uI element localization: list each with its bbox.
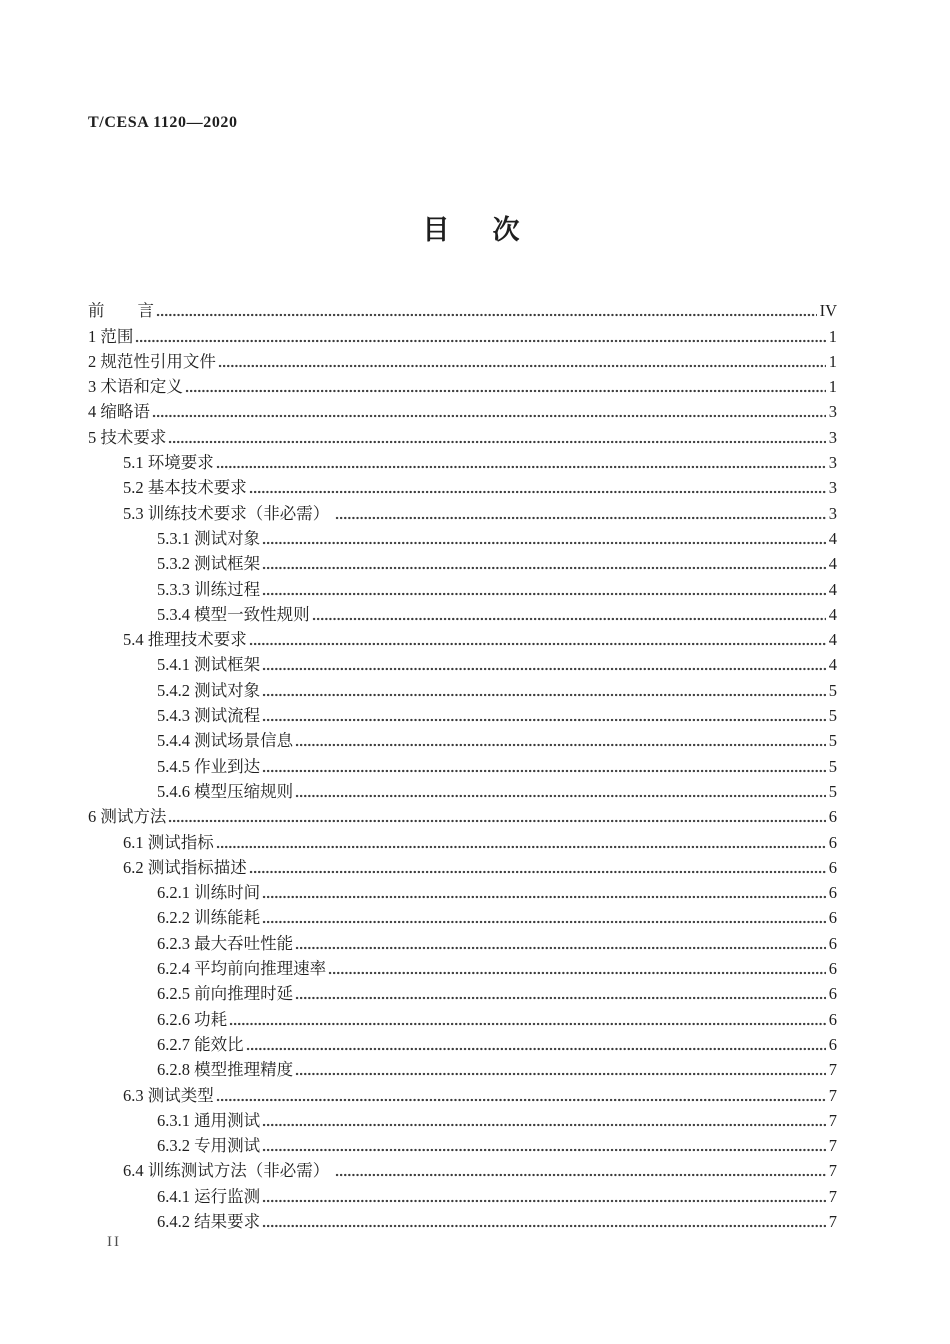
toc-entry[interactable] [88, 1181, 837, 1206]
toc-entry-label: 5.4.3 测试流程 [157, 706, 261, 726]
toc-entry-page-number: 6 [828, 908, 837, 928]
toc-entry[interactable] [88, 600, 837, 625]
toc-entry-page-number: 5 [828, 731, 837, 751]
toc-entry-page-number: 4 [828, 579, 837, 599]
dot-leader [185, 389, 826, 393]
toc-entry[interactable] [88, 372, 837, 397]
toc-entry-label: 6.2 测试指标描述 [123, 857, 247, 877]
toc-entry[interactable] [88, 498, 837, 523]
toc-entry-page-number: IV [819, 301, 837, 321]
toc-entry-page-number: 3 [828, 503, 837, 523]
toc-entry[interactable] [88, 928, 837, 953]
toc-entry-label: 5 技术要求 [88, 427, 167, 447]
toc-entry-page-number: 7 [828, 1110, 837, 1130]
dot-leader [312, 617, 826, 621]
toc-entry[interactable] [88, 1004, 837, 1029]
dot-leader [262, 718, 826, 722]
dot-leader [295, 1072, 826, 1076]
dot-leader [216, 845, 826, 849]
toc-entry-page-number: 3 [828, 453, 837, 473]
toc-entry-label: 6.2.6 功耗 [157, 1009, 228, 1029]
toc-entry-page-number: 5 [828, 781, 837, 801]
toc-entry[interactable] [88, 549, 837, 574]
toc-entry-page-number: 6 [828, 933, 837, 953]
dot-leader [168, 819, 825, 823]
dot-leader [152, 414, 826, 418]
toc-entry[interactable] [88, 979, 837, 1004]
toc-entry-label: 6.2.3 最大吞吐性能 [157, 933, 294, 953]
toc-entry[interactable] [88, 397, 837, 422]
toc-entry-label: 6.2.7 能效比 [157, 1034, 244, 1054]
toc-entry-label: 5.4 推理技术要求 [123, 630, 247, 650]
dot-leader [262, 895, 826, 899]
toc-entry-label: 5.3.1 测试对象 [157, 528, 261, 548]
toc-entry-page-number: 5 [828, 706, 837, 726]
dot-leader [262, 667, 826, 671]
dot-leader [262, 1123, 826, 1127]
toc-entry[interactable] [88, 347, 837, 372]
toc-entry[interactable] [88, 1131, 837, 1156]
toc-entry[interactable] [88, 321, 837, 346]
toc-entry-label: 3 术语和定义 [88, 377, 183, 397]
toc-entry-page-number: 1 [828, 351, 837, 371]
toc-entry-page-number: 6 [828, 1009, 837, 1029]
table-of-contents [88, 296, 837, 1232]
toc-entry-label: 6.4 训练测试方法（非必需） [123, 1161, 334, 1181]
toc-entry[interactable] [88, 1080, 837, 1105]
dot-leader [262, 566, 826, 570]
dot-leader [295, 946, 826, 950]
toc-entry[interactable] [88, 853, 837, 878]
toc-entry-label: 5.4.4 测试场景信息 [157, 731, 294, 751]
dot-leader [262, 541, 826, 545]
toc-entry-page-number: 6 [828, 984, 837, 1004]
toc-entry[interactable] [88, 1055, 837, 1080]
dot-leader [262, 592, 826, 596]
toc-entry-label: 6.4.2 结果要求 [157, 1211, 261, 1231]
dot-leader [262, 1148, 826, 1152]
toc-entry-page-number: 5 [828, 680, 837, 700]
toc-entry[interactable] [88, 296, 837, 321]
toc-entry-label: 5.4.6 模型压缩规则 [157, 781, 294, 801]
toc-entry-label: 6.3.2 专用测试 [157, 1136, 261, 1156]
toc-entry-label: 1 范围 [88, 326, 134, 346]
toc-entry-label: 6.2.1 训练时间 [157, 883, 261, 903]
toc-entry[interactable] [88, 1030, 837, 1055]
toc-entry[interactable] [88, 954, 837, 979]
dot-leader [295, 743, 826, 747]
dot-leader [216, 1098, 826, 1102]
dot-leader [249, 642, 826, 646]
toc-entry-page-number: 3 [828, 427, 837, 447]
toc-entry[interactable] [88, 625, 837, 650]
dot-leader [262, 769, 826, 773]
toc-entry-page-number: 4 [828, 630, 837, 650]
toc-entry-page-number: 3 [828, 478, 837, 498]
dot-leader [262, 920, 826, 924]
toc-entry-page-number: 6 [828, 832, 837, 852]
toc-entry-page-number: 6 [828, 959, 837, 979]
toc-entry[interactable] [88, 878, 837, 903]
dot-leader [295, 794, 826, 798]
toc-entry-page-number: 5 [828, 756, 837, 776]
toc-entry-label: 6.2.2 训练能耗 [157, 908, 261, 928]
dot-leader [168, 440, 825, 444]
toc-entry-page-number: 7 [828, 1186, 837, 1206]
toc-entry-label: 5.4.5 作业到达 [157, 756, 261, 776]
toc-entry-label: 6.4.1 运行监测 [157, 1186, 261, 1206]
toc-entry-label: 6.2.5 前向推理时延 [157, 984, 294, 1004]
toc-entry-label: 5.3.3 训练过程 [157, 579, 261, 599]
toc-entry-label: 5.3 训练技术要求（非必需） [123, 503, 334, 523]
dot-leader [218, 364, 826, 368]
standard-number: T/CESA 1120—2020 [88, 114, 238, 131]
toc-entry[interactable] [88, 448, 837, 473]
dot-leader [262, 1224, 826, 1228]
toc-entry[interactable] [88, 802, 837, 827]
toc-entry-page-number: 6 [828, 857, 837, 877]
toc-entry[interactable] [88, 524, 837, 549]
toc-entry-label: 5.4.1 测试框架 [157, 655, 261, 675]
toc-entry-label: 6.3.1 通用测试 [157, 1110, 261, 1130]
toc-entry-page-number: 1 [828, 326, 837, 346]
toc-entry-label: 前 言 [88, 301, 154, 321]
toc-entry[interactable] [88, 903, 837, 928]
toc-entry[interactable] [88, 827, 837, 852]
toc-entry-label: 6.3 测试类型 [123, 1085, 214, 1105]
toc-entry[interactable] [88, 1207, 837, 1232]
toc-entry-page-number: 7 [828, 1060, 837, 1080]
toc-entry-label: 5.3.2 测试框架 [157, 554, 261, 574]
toc-entry[interactable] [88, 574, 837, 599]
toc-entry-label: 6.2.8 模型推理精度 [157, 1060, 294, 1080]
dot-leader [135, 339, 825, 343]
toc-entry-label: 5.4.2 测试对象 [157, 680, 261, 700]
toc-entry-page-number: 4 [828, 554, 837, 574]
toc-entry-label: 5.1 环境要求 [123, 453, 214, 473]
dot-leader [246, 1047, 826, 1051]
dot-leader [249, 870, 826, 874]
toc-entry-page-number: 7 [828, 1136, 837, 1156]
toc-entry-label: 4 缩略语 [88, 402, 150, 422]
toc-entry[interactable] [88, 1106, 837, 1131]
toc-entry[interactable] [88, 1156, 837, 1181]
toc-entry-page-number: 1 [828, 377, 837, 397]
toc-entry-page-number: 3 [828, 402, 837, 422]
dot-leader [229, 1022, 826, 1026]
dot-leader [249, 490, 826, 494]
toc-entry[interactable] [88, 422, 837, 447]
toc-entry[interactable] [88, 473, 837, 498]
dot-leader [262, 1199, 826, 1203]
dot-leader [216, 465, 826, 469]
toc-entry-label: 6.1 测试指标 [123, 832, 214, 852]
toc-entry-page-number: 4 [828, 604, 837, 624]
page-title: 目 次 [422, 215, 528, 245]
toc-entry-page-number: 4 [828, 528, 837, 548]
toc-entry[interactable] [88, 777, 837, 802]
toc-entry[interactable] [88, 726, 837, 751]
toc-entry-page-number: 7 [828, 1085, 837, 1105]
toc-entry-page-number: 4 [828, 655, 837, 675]
dot-leader [335, 516, 825, 520]
toc-entry[interactable] [88, 650, 837, 675]
dot-leader [262, 693, 826, 697]
dot-leader [295, 996, 826, 1000]
toc-entry-page-number: 6 [828, 1034, 837, 1054]
toc-entry[interactable] [88, 675, 837, 700]
toc-entry-page-number: 6 [828, 883, 837, 903]
dot-leader [328, 971, 826, 975]
toc-entry-label: 5.3.4 模型一致性规则 [157, 604, 310, 624]
toc-entry-label: 6 测试方法 [88, 807, 167, 827]
dot-leader [156, 313, 817, 317]
toc-entry-page-number: 6 [828, 807, 837, 827]
toc-entry-page-number: 7 [828, 1211, 837, 1231]
toc-entry-label: 5.2 基本技术要求 [123, 478, 247, 498]
toc-entry[interactable] [88, 751, 837, 776]
dot-leader [335, 1173, 825, 1177]
toc-entry-label: 2 规范性引用文件 [88, 351, 216, 371]
toc-entry[interactable] [88, 701, 837, 726]
toc-entry-page-number: 7 [828, 1161, 837, 1181]
toc-entry-label: 6.2.4 平均前向推理速率 [157, 959, 327, 979]
footer-page-number: II [107, 1234, 121, 1250]
